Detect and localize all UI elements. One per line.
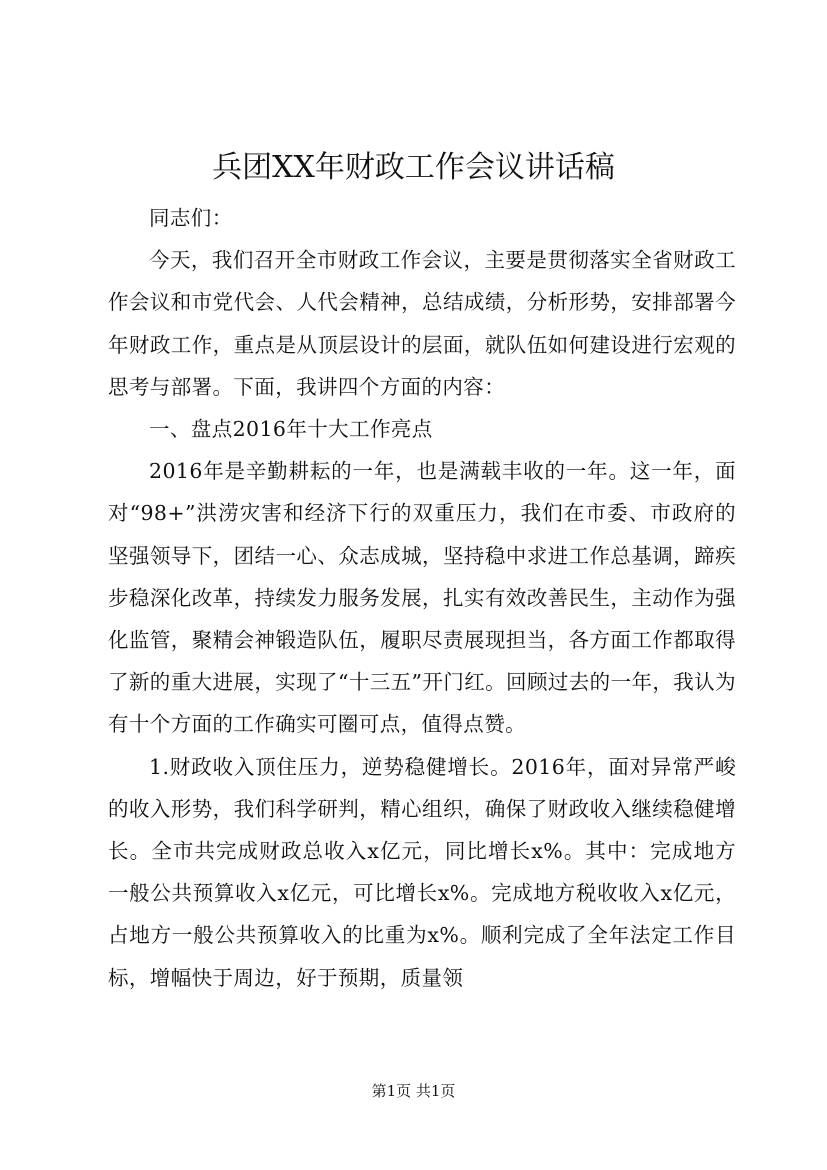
salutation: 同志们： (149, 206, 233, 230)
page-footer: 第1页 共1页 (371, 1082, 456, 1100)
paragraph-intro: 今天，我们召开全市财政工作会议，主要是贯彻落实全省财政工作会议和市党代会、人代会精神，总结成绩，分析形势，安排部署今年财政工作，重点是从顶层设计的层面，就队伍如何建设进行宏观的思考与部署。下面，我讲四个方面的内容： (108, 248, 736, 399)
paragraph-review: 2016年是辛勤耕耘的一年，也是满载丰收的一年。这一年，面对“98+”洪涝灾害和经济下行的双重压力，我们在市委、市政府的坚强领导下，团结一心、众志成城，坚持稳中求进工作总基调，蹄疾步稳深化改革，持续发力服务发展，扎实有效改善民生，主动作为强化监管，聚精会神锻造队伍，履职尽责展现担当，各方面工作都取得了新的重大进展，实现了“十三五”开门红。回顾过去的一年，我认为有十个方面的工作确实可圈可点，值得点赞。 (108, 459, 736, 737)
document-title: 兵团XX年财政工作会议讲话稿 (212, 150, 615, 185)
section-heading: 一、盘点2016年十大工作亮点 (149, 417, 433, 442)
document-body (108, 197, 736, 999)
paragraph-revenue: 1.财政收入顶住压力，逆势稳健增长。2016年，面对异常严峻的收入形势，我们科学研判，精心组织，确保了财政收入继续稳健增长。全市共完成财政总收入x亿元，同比增长x%。其中：完成地方一般公共预算收入x亿元，可比增长x%。完成地方税收收入x亿元，占地方一般公共预算收入的比重为x%。顺利完成了全年法定工作目标，增幅快于周边，好于预期，质量领 (108, 754, 736, 990)
